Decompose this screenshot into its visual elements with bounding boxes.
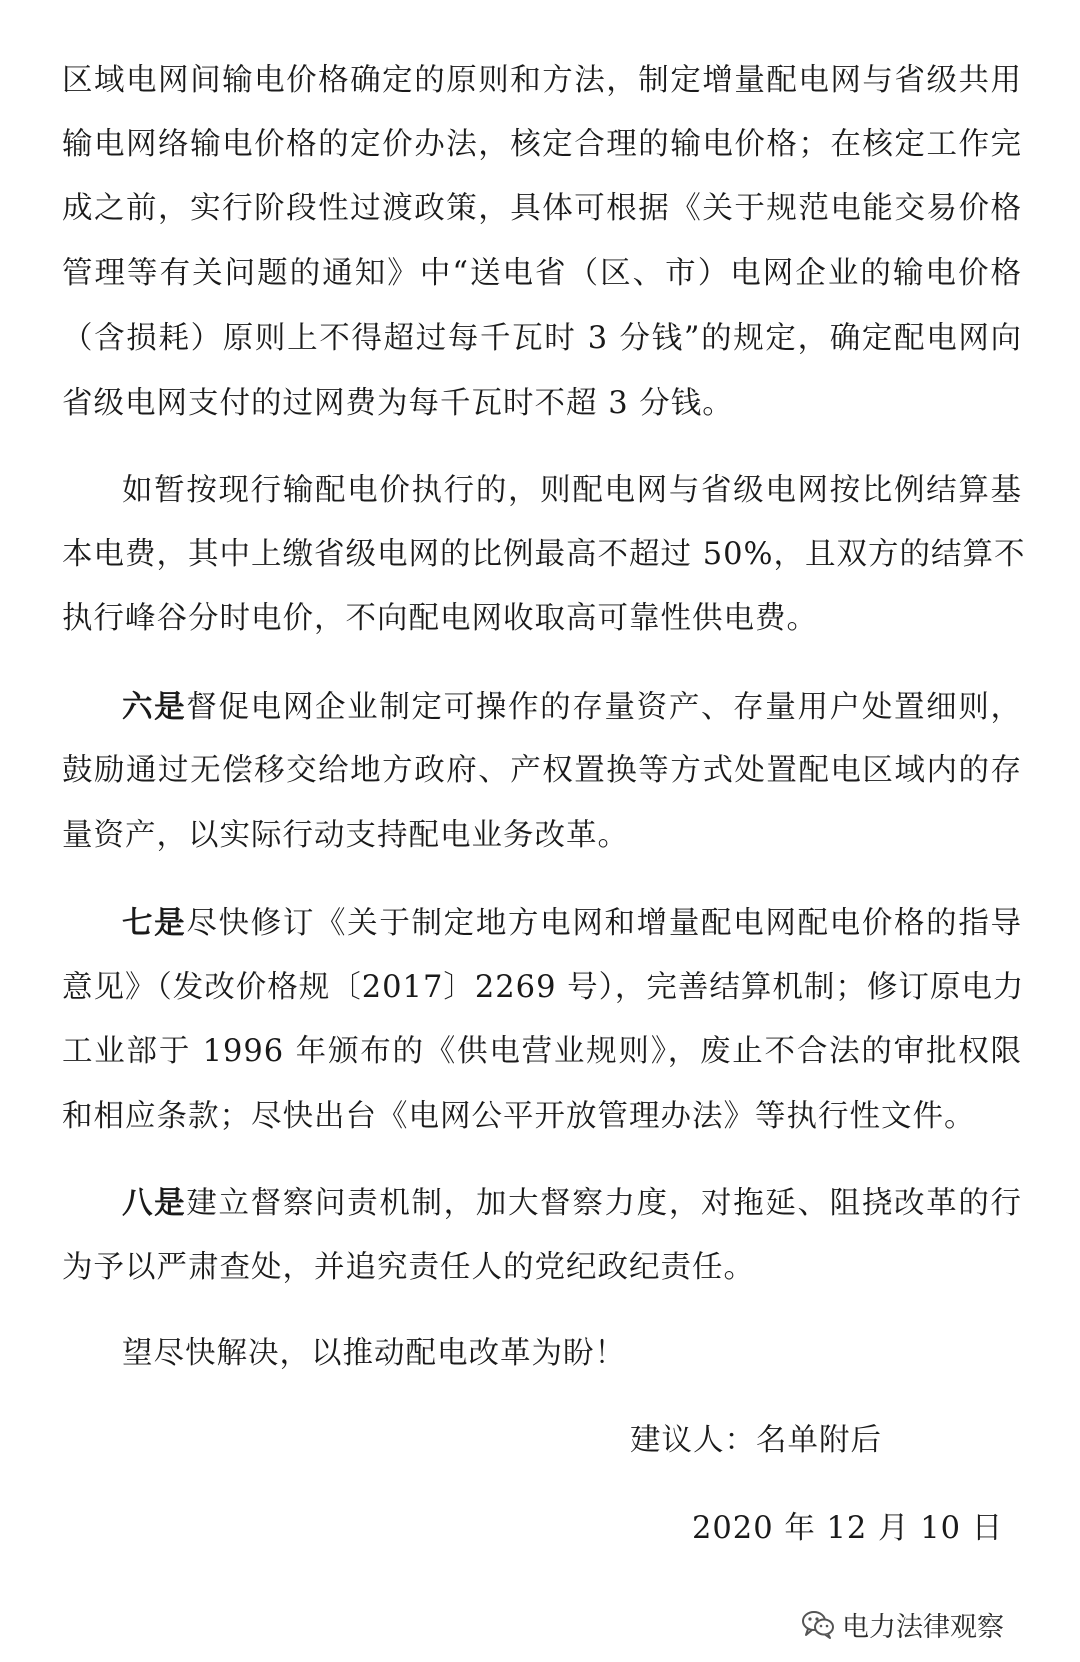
watermark [800,1604,1004,1644]
item7-line: 和相应条款；尽快出台《电网公平开放管理办法》等执行性文件。 [62,1099,976,1134]
paragraph-line: 如暂按现行输配电价执行的，则配电网与省级电网按比例结算基 [122,473,1022,508]
item8-line: 为予以严肃查处，并追究责任人的党纪政纪责任。 [62,1250,755,1285]
paragraph-line: 执行峰谷分时电价，不向配电网收取高可靠性供电费。 [62,601,818,636]
wechat-icon [800,1608,836,1640]
item8-line [122,1180,1022,1226]
signature: 建议人：名单附后 [630,1423,882,1458]
item7-line: 工业部于 1996 年颁布的《供电营业规则》，废止不合法的审批权限 [62,1034,1022,1069]
text-line: 成之前，实行阶段性过渡政策，具体可根据《关于规范电能交易价格 [62,191,1022,226]
closing-line: 望尽快解决，以推动配电改革为盼！ [122,1336,626,1371]
text-line: （含损耗）原则上不得超过每千瓦时 3 分钱”的规定，确定配电网向 [62,321,1022,356]
date: 2020 年 12 月 10 日 [692,1511,1004,1546]
text-line: 区域电网间输电价格确定的原则和方法，制定增量配电网与省级共用 [62,63,1022,98]
item7-line [122,900,1022,946]
paragraph-line: 本电费，其中上缴省级电网的比例最高不超过 50%，且双方的结算不 [62,537,1026,572]
item6-line: 鼓励通过无偿移交给地方政府、产权置换等方式处置配电区域内的存 [62,753,1022,788]
item8-lead: 八是 [122,1185,187,1221]
item6-lead: 六是 [122,689,187,725]
item6-line: 量资产，以实际行动支持配电业务改革。 [62,818,629,853]
text-line: 管理等有关问题的通知》中“送电省（区、市）电网企业的输电价格 [62,256,1022,291]
item8-text: 建立督察问责机制，加大督察力度，对拖延、阻挠改革的行 [186,1186,1023,1221]
item7-line: 意见》（发改价格规〔2017〕2269 号），完善结算机制；修订原电力 [62,970,1025,1005]
text-line: 输电网络输电价格的定价办法，核定合理的输电价格；在核定工作完 [62,127,1022,162]
item6-text: 督促电网企业制定可操作的存量资产、存量用户处置细则， [186,690,1023,725]
watermark-text: 电力法律观察 [842,1611,1004,1643]
item7-text: 尽快修订《关于制定地方电网和增量配电网配电价格的指导 [186,906,1023,941]
item7-lead: 七是 [122,905,187,941]
text-line: 省级电网支付的过网费为每千瓦时不超 3 分钱。 [62,386,734,421]
item6-line [122,684,1022,730]
